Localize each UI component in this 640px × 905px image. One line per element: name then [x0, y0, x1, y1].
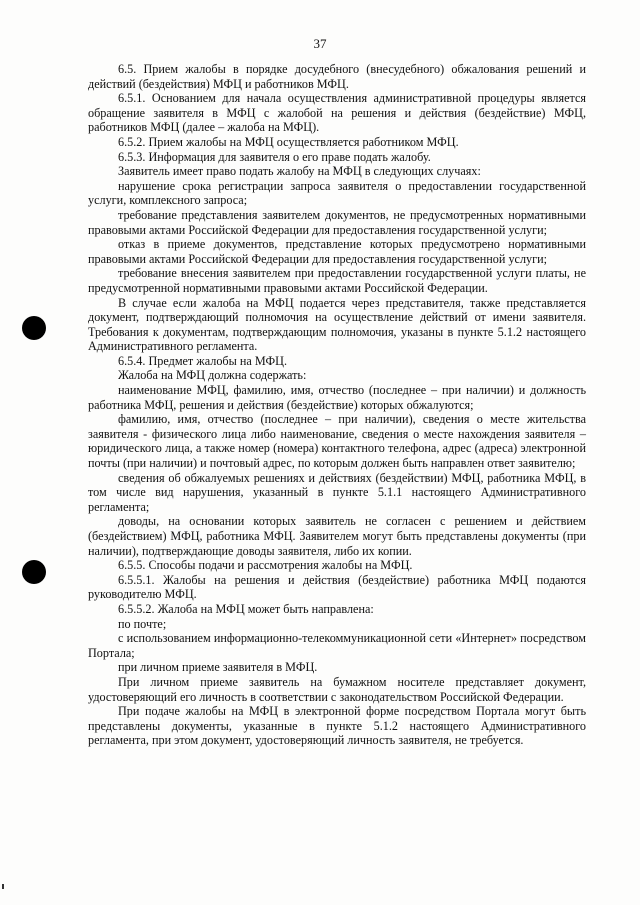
paragraph: нарушение срока регистрации запроса заявителя о предоставлении государственной услуги, комплексного запроса;: [88, 178, 586, 208]
paragraph: сведения об обжалуемых решениях и действиях (бездействии) МФЦ, работника МФЦ, в том числе вид нарушения, указанный в пункте 5.1.1 настоящего Административного регламента;: [88, 470, 586, 514]
paragraph: наименование МФЦ, фамилию, имя, отчество (последнее – при наличии) и должность работника МФЦ, решения и действия (бездействие) которых обжалуются;: [88, 383, 586, 412]
page-number: 37: [313, 36, 327, 51]
document-body: [88, 62, 586, 751]
paragraph: 6.5.5. Способы подачи и рассмотрения жалобы на МФЦ.: [118, 558, 413, 573]
paragraph: 6.5.3. Информация для заявителя о его праве подать жалобу.: [118, 149, 431, 164]
paragraph: 6.5.5.2. Жалоба на МФЦ может быть направлена:: [118, 601, 374, 616]
paragraph: доводы, на основании которых заявитель не согласен с решением и действием (бездействием) МФЦ, работника МФЦ. Заявителем могут быть представлены документы (при наличии), подтверждающие доводы заявителя, либо их копии.: [88, 514, 586, 558]
paragraph: 6.5.2. Прием жалобы на МФЦ осуществляется работником МФЦ.: [118, 134, 459, 149]
binder-hole: [22, 560, 46, 584]
paragraph: В случае если жалоба на МФЦ подается через представителя, также представляется документ, подтверждающий полномочия на осуществление действий от имени заявителя. Требования к документам, подтверждающим полномочия, указаны в пункте 5.1.2 настоящего Административного регламента.: [88, 295, 586, 354]
paragraph: 6.5.4. Предмет жалобы на МФЦ.: [118, 353, 287, 368]
paragraph: с использованием информационно-телекоммуникационной сети «Интернет» посредством Портала;: [88, 631, 586, 660]
paragraph: по почте;: [118, 616, 167, 631]
paragraph: При подаче жалобы на МФЦ в электронной форме посредством Портала могут быть представлены документы, указанные в пункте 5.1.2 настоящего Административного регламента, при этом документ, удостоверяющий личность заявителя, не требуется.: [88, 704, 586, 748]
paragraph: 6.5.1. Основанием для начала осуществления административной процедуры является обращение заявителя в МФЦ с жалобой на решения и действия (бездействие) МФЦ, работников МФЦ (далее – жалоба на МФЦ).: [88, 91, 586, 135]
paragraph: 6.5.5.1. Жалобы на решения и действия (бездействие) работника МФЦ подаются руководителю МФЦ.: [88, 572, 586, 602]
paragraph: Заявитель имеет право подать жалобу на МФЦ в следующих случаях:: [118, 164, 481, 179]
paragraph: требование представления заявителем документов, не предусмотренных нормативными правовыми актами Российской Федерации для предоставления государственной услуги;: [88, 207, 586, 237]
paragraph: при личном приеме заявителя в МФЦ.: [118, 660, 318, 675]
paragraph: отказ в приеме документов, представление которых предусмотрено нормативными правовыми актами Российской Федерации для предоставления государственной услуги;: [88, 237, 586, 266]
paragraph: фамилию, имя, отчество (последнее – при наличии), сведения о месте жительства заявителя - физического лица либо наименование, сведения о месте нахождения заявителя – юридического лица, а также номер (номера) контактного телефона, адрес (адреса) электронной почты (при наличии) и почтовый адрес, по которым должен быть направлен ответ заявителю;: [88, 412, 586, 471]
paragraph: Жалоба на МФЦ должна содержать:: [118, 368, 307, 383]
binder-hole: [22, 316, 46, 340]
scan-mark: [2, 884, 4, 889]
paragraph: При личном приеме заявитель на бумажном носителе представляет документ, удостоверяющий его личность в соответствии с законодательством Российской Федерации.: [88, 674, 586, 704]
paragraph: 6.5. Прием жалобы в порядке досудебного (внесудебного) обжалования решений и действий (бездействия) МФЦ и работников МФЦ.: [88, 62, 586, 91]
paragraph: требование внесения заявителем при предоставлении государственной услуги платы, не предусмотренной нормативными правовыми актами Российской Федерации.: [88, 266, 586, 295]
